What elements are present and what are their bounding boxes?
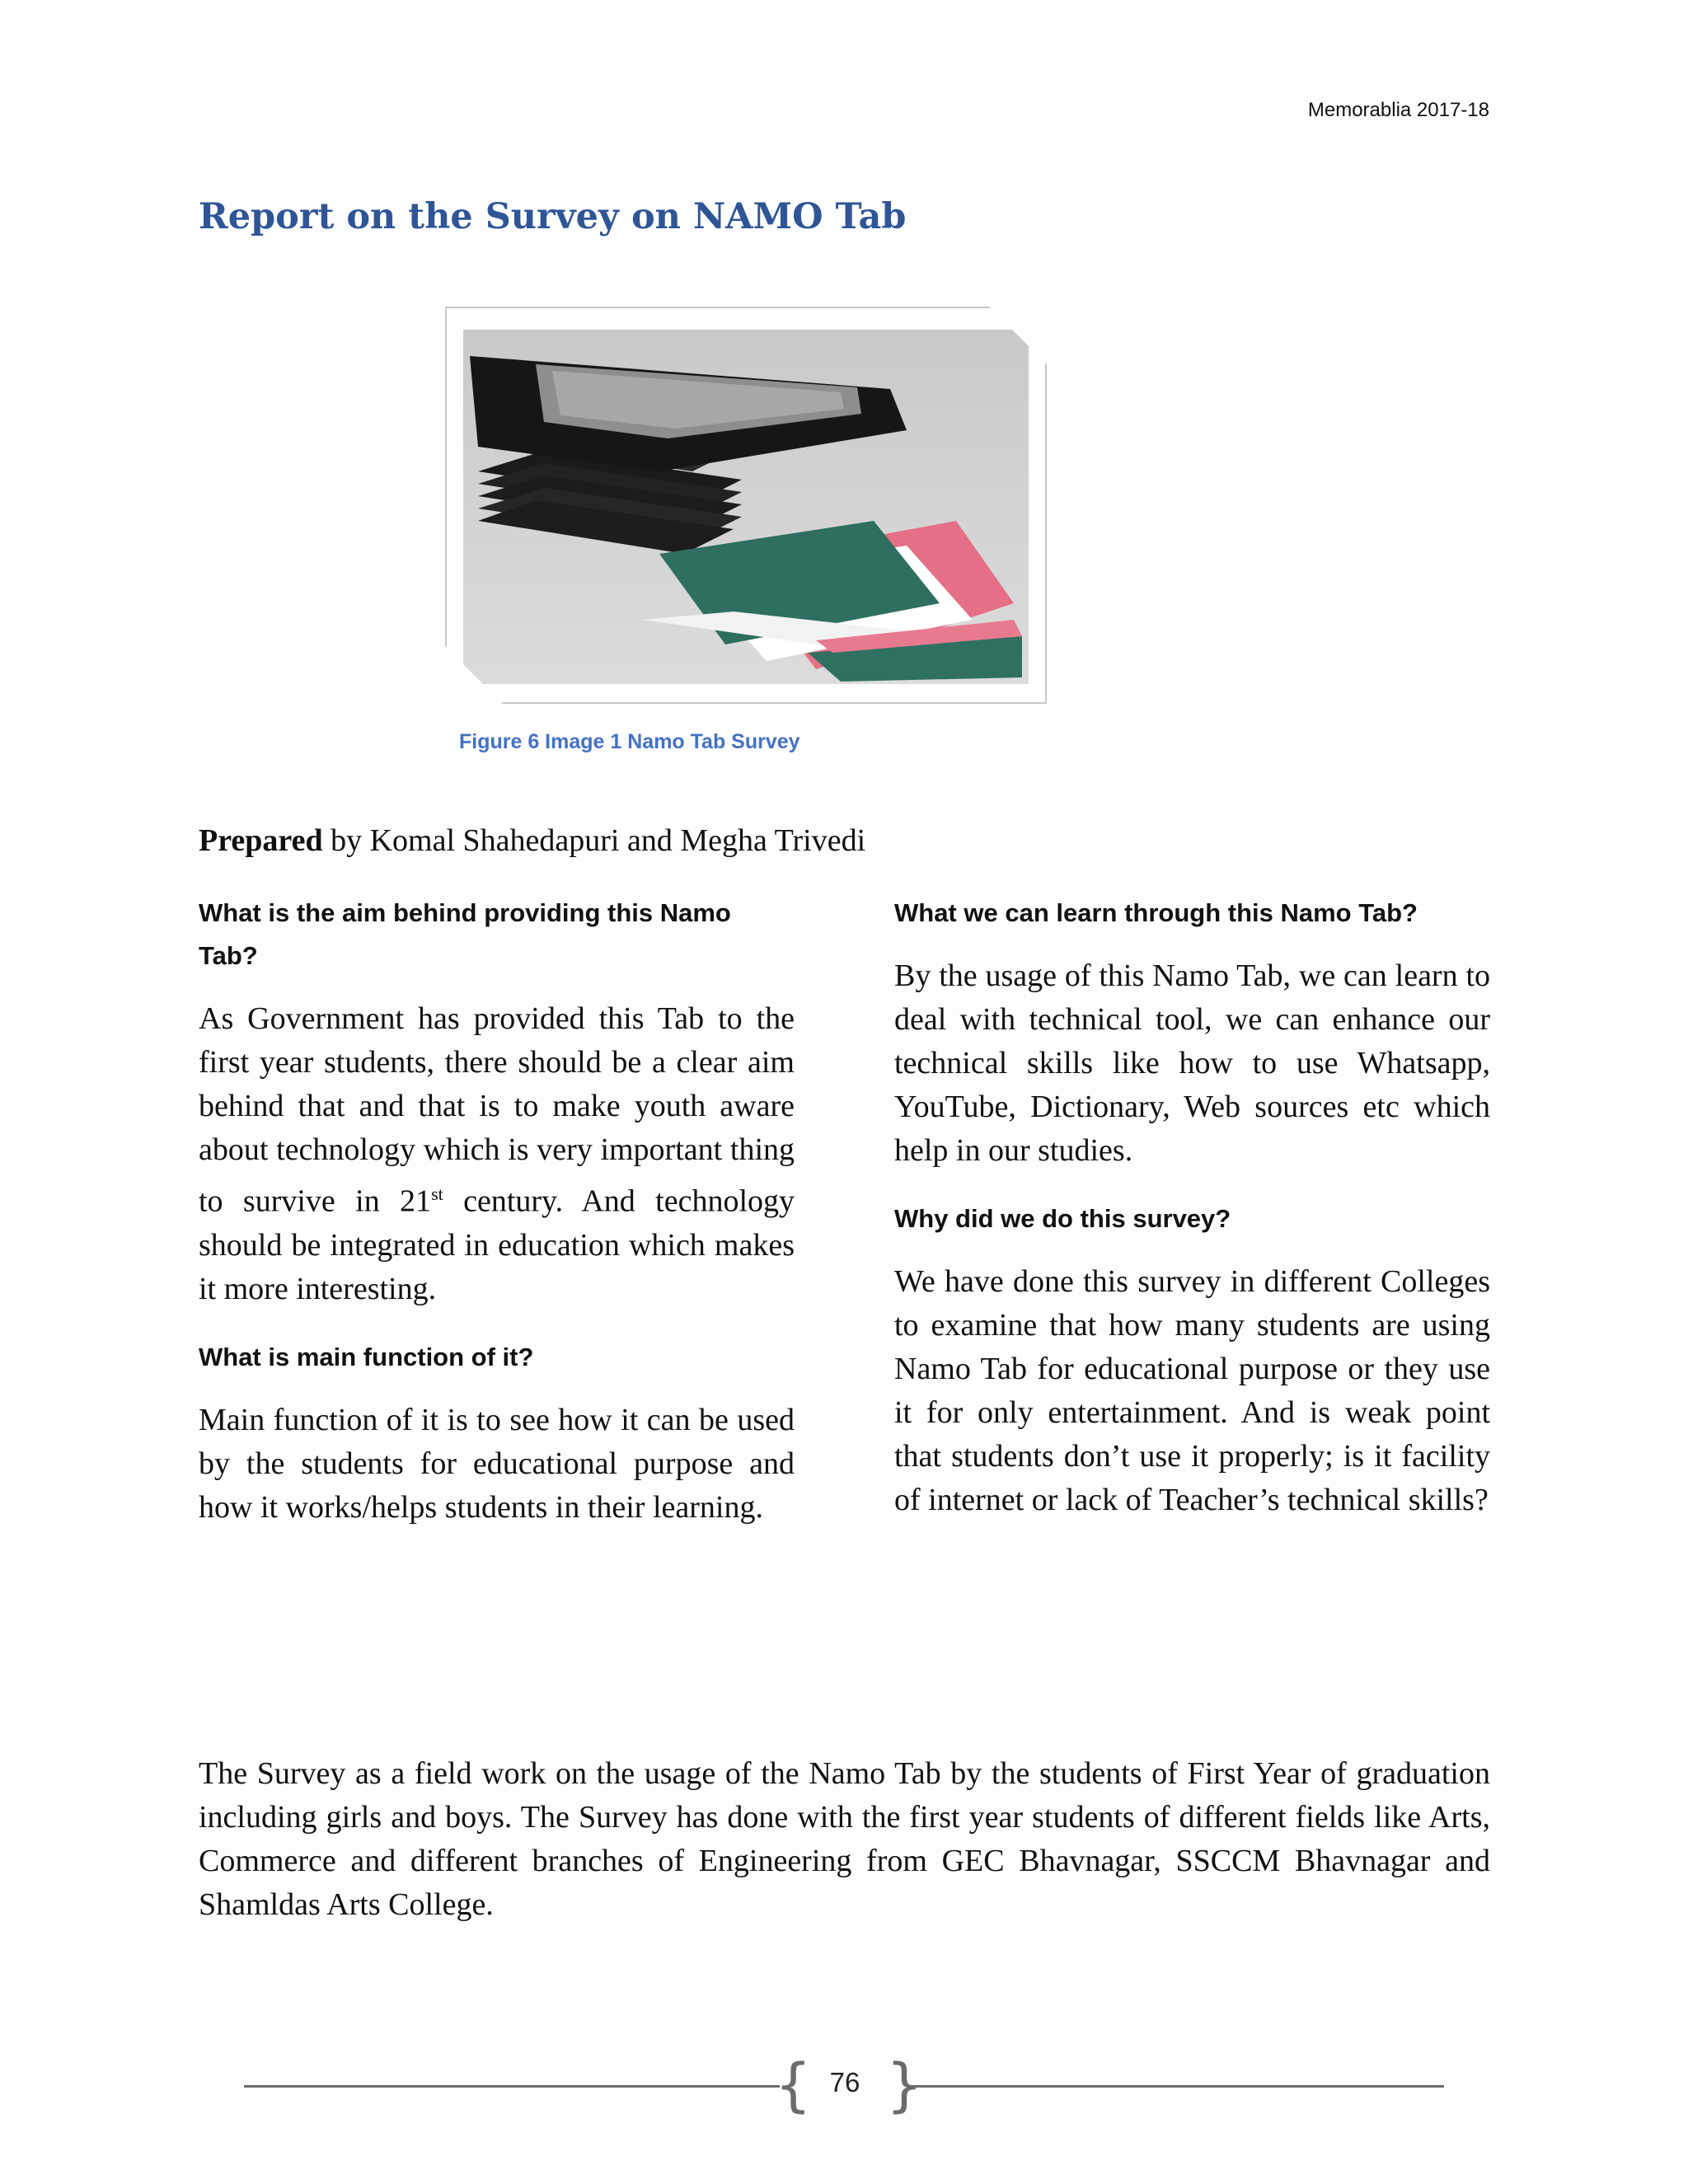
answer-learn: By the usage of this Namo Tab, we can learn to deal with technical tool, we can enhance our technical skills like how to use Whatsapp, YouTube, Dictionary, Web sources etc which help in our studies. <box>894 958 1490 1168</box>
left-column <box>199 892 795 1554</box>
page-title: Report on the Survey on NAMO Tab <box>199 196 907 237</box>
survey-summary-paragraph: The Survey as a field work on the usage of the Namo Tab by the students of First Year of graduation including girls and boys. The Survey has done with the first year students of different fields like Arts, Commerce and different branches of Engineering from GEC Bhavnagar, SSCCM Bhavnagar and Shamldas Arts College. <box>199 1756 1490 1922</box>
figure-image <box>445 307 1047 704</box>
question-why: Why did we do this survey? <box>894 1204 1231 1233</box>
running-header: Memorablia 2017-18 <box>1307 99 1489 121</box>
tablets-and-booklets-photo <box>445 307 1047 704</box>
footer-rule-right <box>907 2085 1444 2088</box>
answer-aim-text-end: century. And technology should be integrated in education which makes it more interesting. <box>199 1183 795 1306</box>
question-learn: What we can learn through this Namo Tab? <box>894 898 1418 927</box>
right-column <box>894 892 1490 1547</box>
answer-why: We have done this survey in different Colleges to examine that how many students are using Namo Tab for educational purpose or they use it for only entertainment. And is weak point that students don’t use it properly; is it facility of internet or lack of Teacher’s technical skills? <box>894 1264 1490 1517</box>
question-function: What is main function of it? <box>199 1342 534 1371</box>
prepared-label: Prepared <box>199 823 323 858</box>
footer-rule-left <box>244 2085 780 2088</box>
figure-caption: Figure 6 Image 1 Namo Tab Survey <box>459 730 800 753</box>
right-brace-icon: } <box>886 2051 923 2119</box>
answer-function: Main function of it is to see how it can be used by the students for educational purpose and how it works/helps students in their learning. <box>199 1402 795 1525</box>
prepared-by-line <box>199 823 865 859</box>
answer-aim <box>199 997 795 1311</box>
ordinal-suffix: st <box>431 1183 443 1204</box>
authors: by Komal Shahedapuri and Megha Trivedi <box>322 823 866 858</box>
left-brace-icon: { <box>775 2051 812 2119</box>
question-aim: What is the aim behind providing this Namo Tab? <box>199 898 731 970</box>
page-number: 76 <box>829 2067 860 2097</box>
answer-aim-text: As Government has provided this Tab to the first year students, there should be a clear aim behind that and that is to make youth aware about technology which is very important thing to survive in 21 <box>199 1001 795 1219</box>
